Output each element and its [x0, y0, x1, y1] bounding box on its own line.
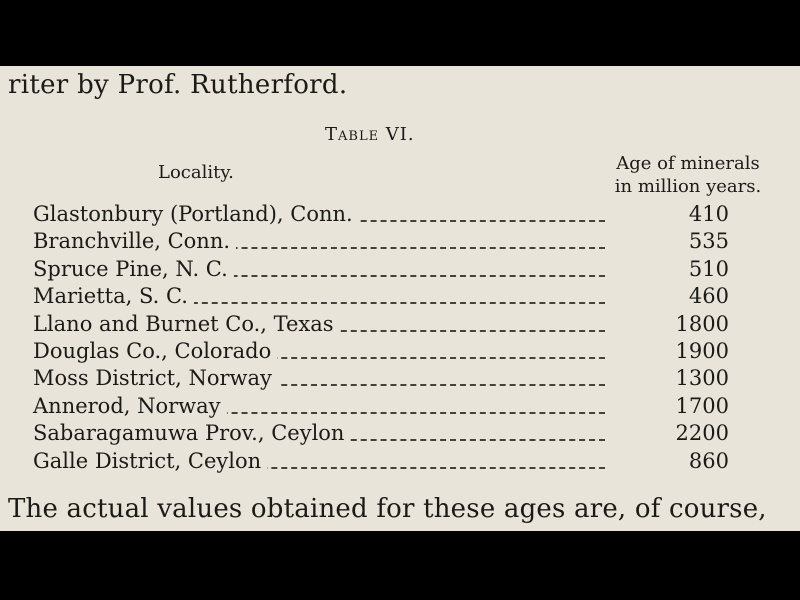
table-row: [33, 393, 729, 421]
column-header-age-line1: Age of minerals: [616, 153, 760, 174]
column-header-age: [598, 152, 778, 198]
table-row: [33, 256, 729, 284]
row-locality: Galle District, Ceylon: [33, 449, 267, 473]
scanned-page: [0, 66, 800, 531]
column-header-age-line2: in million years.: [614, 176, 762, 197]
table-row: [33, 366, 729, 393]
row-age: 1300: [675, 366, 729, 391]
table-title: Table VI.: [325, 124, 415, 145]
row-age: 860: [688, 448, 729, 473]
table-row: [33, 284, 729, 311]
row-age: 410: [688, 202, 729, 226]
row-age: 1900: [675, 338, 729, 363]
table-row: [33, 202, 729, 229]
row-locality: Glastonbury (Portland), Conn.: [33, 202, 359, 226]
table-row: [33, 338, 729, 366]
row-age: 510: [688, 256, 729, 281]
row-locality: Spruce Pine, N. C.: [33, 257, 234, 281]
row-locality: Sabaragamuwa Prov., Ceylon: [33, 421, 350, 445]
row-age: 2200: [675, 421, 729, 446]
row-locality: Branchville, Conn.: [33, 229, 236, 253]
row-locality: Annerod, Norway: [33, 394, 227, 418]
outro-text-line: The actual values obtained for these ages are, of course,: [8, 494, 767, 524]
column-header-locality: Locality.: [158, 162, 234, 183]
row-age: 1800: [675, 311, 729, 336]
table-row: [33, 448, 729, 476]
row-age: 535: [688, 229, 729, 254]
row-locality: Llano and Burnet Co., Texas: [33, 312, 340, 336]
row-locality: Marietta, S. C.: [33, 284, 194, 308]
row-locality: Moss District, Norway: [33, 366, 278, 390]
row-age: 460: [688, 284, 729, 309]
table-row: [33, 421, 729, 448]
table-body: [33, 202, 729, 476]
row-age: 1700: [675, 393, 729, 418]
row-locality: Douglas Co., Colorado: [33, 339, 277, 363]
table-row: [33, 229, 729, 256]
intro-text-line: riter by Prof. Rutherford.: [8, 70, 348, 100]
table-row: [33, 311, 729, 339]
